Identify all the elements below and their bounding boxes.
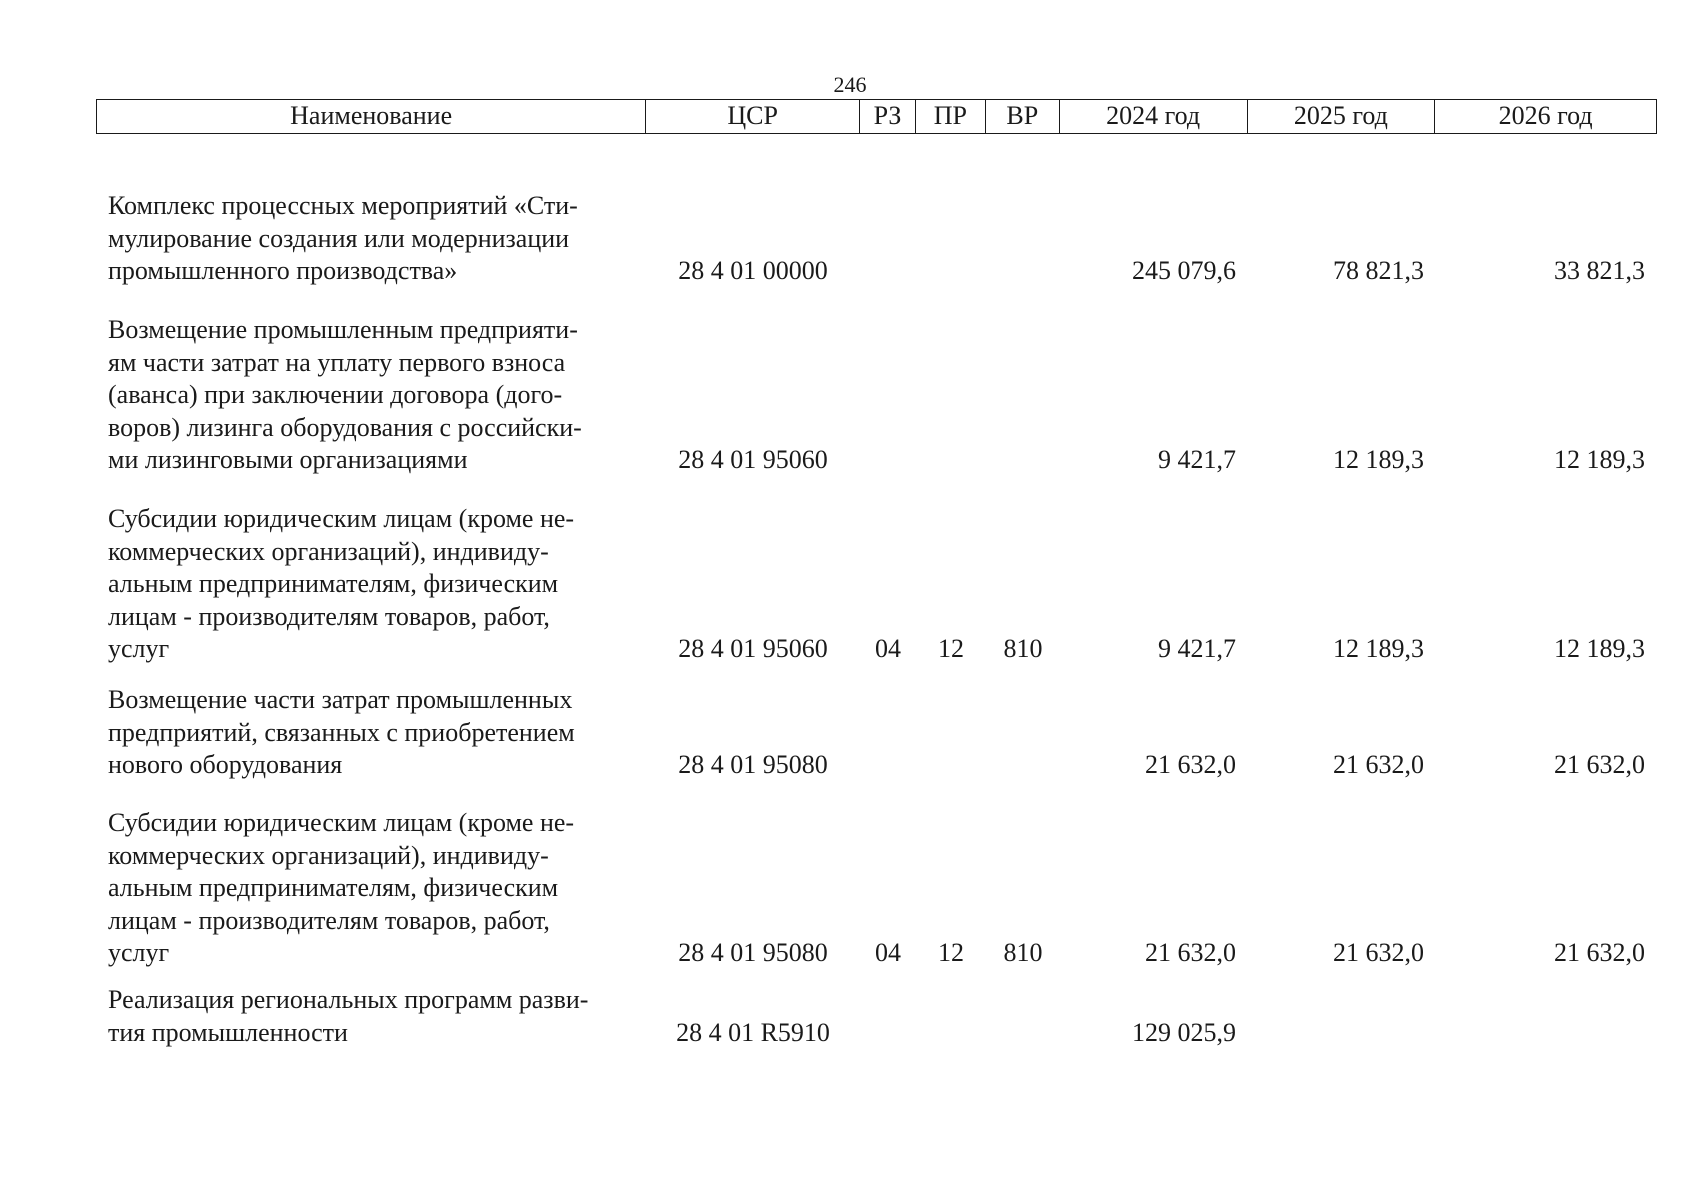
table-row <box>96 190 1657 288</box>
row-vr: 810 <box>1003 634 1043 663</box>
column-header-name: Наименование <box>97 100 646 133</box>
column-header-2026: 2026 год <box>1498 101 1593 130</box>
row-2024: 21 632,0 <box>1145 750 1236 779</box>
row-name-line: альным предпринимателям, физическим <box>108 569 559 598</box>
row-2026: 12 189,3 <box>1554 634 1645 663</box>
row-name-line: Субсидии юридическим лицам (кроме не- <box>108 808 575 837</box>
row-vr: 810 <box>1003 938 1043 967</box>
table-row <box>96 684 1657 782</box>
row-name-line: тия промышленности <box>108 1017 348 1047</box>
row-name-line: Возмещение промышленным предприяти- <box>108 315 578 344</box>
row-name-line: Субсидии юридическим лицам (кроме не- <box>108 504 575 533</box>
row-2026: 21 632,0 <box>1554 750 1645 779</box>
row-name-line: Возмещение части затрат промышленных <box>108 685 573 714</box>
column-header-csr: ЦСР <box>646 100 860 133</box>
row-2025: 78 821,3 <box>1333 256 1424 285</box>
row-name-line: промышленного производства» <box>108 256 458 285</box>
row-csr: 28 4 01 95080 <box>678 938 828 967</box>
table-row <box>96 984 1657 1049</box>
row-name-line: лицам - производителям товаров, работ, <box>108 601 550 631</box>
row-2026: 33 821,3 <box>1554 256 1645 285</box>
row-name <box>96 503 646 666</box>
table-row <box>96 314 1657 477</box>
row-csr: 28 4 01 95060 <box>678 445 828 474</box>
column-header-2024: 2024 год <box>1060 100 1248 133</box>
row-csr: 28 4 01 R5910 <box>676 1017 830 1047</box>
row-name-line: ям части затрат на уплату первого взноса <box>108 347 566 377</box>
row-2025: 21 632,0 <box>1333 750 1424 779</box>
column-header-vr: ВР <box>986 100 1060 133</box>
row-name <box>96 314 646 477</box>
row-name-line: нового оборудования <box>108 750 343 779</box>
row-2024: 9 421,7 <box>1158 445 1236 474</box>
row-name-line: воров) лизинга оборудования с российски- <box>108 412 582 442</box>
row-name-line: коммерческих организаций), индивиду- <box>108 536 549 566</box>
row-pr: 12 <box>938 938 964 967</box>
row-name-line: ми лизинговыми организациями <box>108 445 468 474</box>
row-2026: 21 632,0 <box>1554 938 1645 967</box>
column-header-rz: РЗ <box>860 100 916 133</box>
row-2024: 245 079,6 <box>1132 256 1236 285</box>
row-rz: 04 <box>875 938 901 967</box>
row-name-line: услуг <box>108 634 170 663</box>
row-2024: 9 421,7 <box>1158 634 1236 663</box>
table-header <box>96 99 1657 134</box>
row-csr: 28 4 01 95060 <box>678 634 828 663</box>
page-number: 246 <box>833 72 867 97</box>
row-name-line: коммерческих организаций), индивиду- <box>108 840 549 870</box>
column-header-2025: 2025 год <box>1248 100 1436 133</box>
row-name-line: мулирование создания или модернизации <box>108 223 570 253</box>
row-name <box>96 807 646 970</box>
row-name-line: услуг <box>108 938 170 967</box>
row-2025: 21 632,0 <box>1333 938 1424 967</box>
row-name <box>96 190 646 288</box>
row-pr: 12 <box>938 634 964 663</box>
row-name-line: альным предпринимателям, физическим <box>108 873 559 902</box>
row-2025: 12 189,3 <box>1333 445 1424 474</box>
row-name <box>96 684 646 782</box>
row-name-line: Реализация региональных программ разви- <box>108 985 589 1014</box>
row-2025: 12 189,3 <box>1333 634 1424 663</box>
row-rz: 04 <box>875 634 901 663</box>
table-row <box>96 503 1657 666</box>
table-row <box>96 807 1657 970</box>
row-2026: 12 189,3 <box>1554 445 1645 474</box>
row-name-line: (аванса) при заключении договора (дого- <box>108 380 563 409</box>
row-2024: 21 632,0 <box>1145 938 1236 967</box>
row-2024: 129 025,9 <box>1132 1017 1236 1047</box>
row-csr: 28 4 01 95080 <box>678 750 828 779</box>
row-csr: 28 4 01 00000 <box>678 256 828 285</box>
row-name-line: Комплекс процессных мероприятий «Сти- <box>108 191 578 220</box>
row-name-line: предприятий, связанных с приобретением <box>108 717 575 747</box>
row-name-line: лицам - производителям товаров, работ, <box>108 905 550 935</box>
column-header-pr: ПР <box>916 100 986 133</box>
row-name <box>96 984 646 1049</box>
